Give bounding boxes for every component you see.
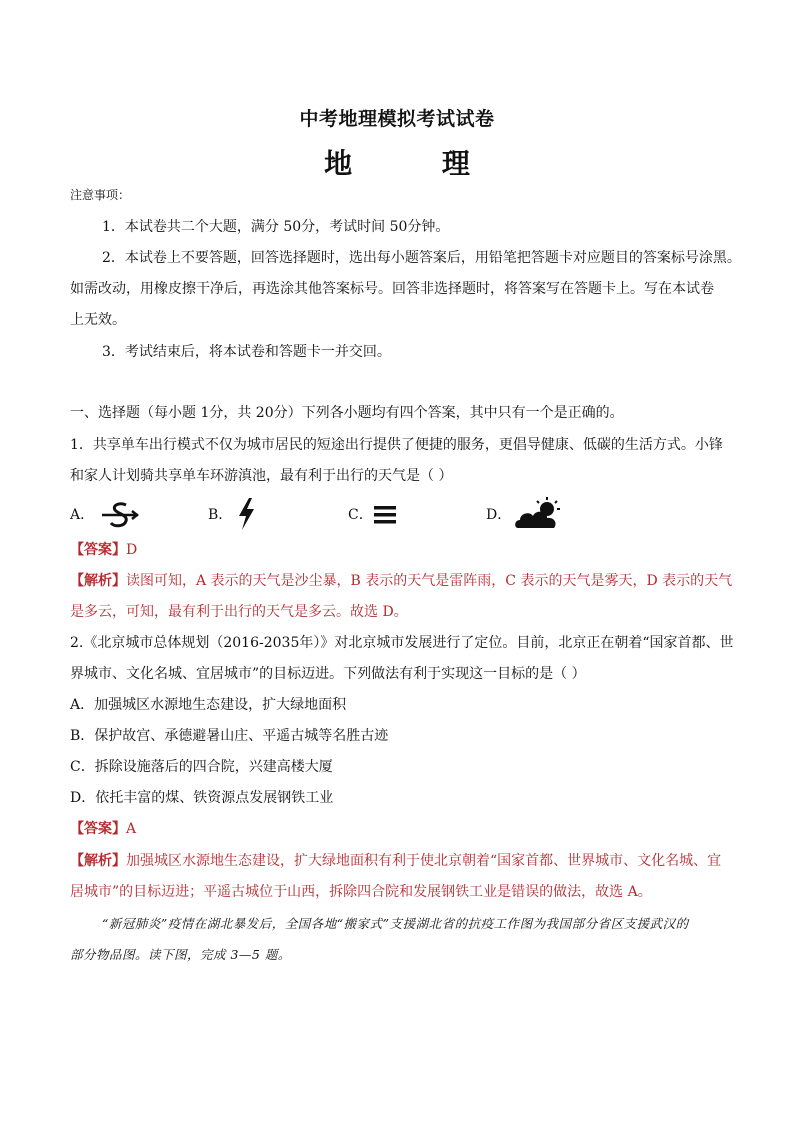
subject-title: 地 理	[324, 147, 510, 180]
sandstorm-icon	[100, 500, 140, 530]
q2-option-b: B．保护故宫、承德避暑山庄、平遥古城等名胜古迹	[70, 728, 389, 744]
q2-analysis-text-1: 加强城区水源地生态建设，扩大绿地面积有利于使北京朝着“国家首都、世界城市、文化名城、宜	[126, 853, 722, 869]
q1-analysis-text-1: 读图可知，A 表示的天气是沙尘暴，B 表示的天气是雷阵雨，C 表示的天气是雾天，D 表示的天气	[126, 573, 733, 589]
q1-option-d-label: D．	[486, 507, 512, 523]
q1-option-d	[486, 500, 511, 530]
q1-option-c-label: C．	[348, 507, 373, 523]
notice-item-2-line-1: 2．本试卷上不要答题，回答选择题时，选出每小题答案后，用铅笔把答题卡对应题目的答案标号涂黑。	[102, 250, 741, 266]
notice-item-2-line-3: 上无效。	[70, 312, 126, 328]
q2-answer-label: 【答案】	[70, 821, 126, 837]
q2-analysis-line-1	[70, 846, 726, 877]
notice-item-3: 3．考试结束后，将本试卷和答题卡一并交回。	[102, 344, 391, 360]
passage-line-1: “新冠肺炎”疫情在湖北暴发后，全国各地“搬家式”支援湖北省的抗疫工作图为我国部分省区支援武汉的	[102, 916, 689, 931]
q2-stem-line-1: 2.《北京城市总体规划（2016-2035年）》对北京城市发展进行了定位。目前，北京正在朝着“国家首都、世	[70, 635, 734, 651]
q1-option-b	[208, 500, 232, 530]
q2-answer-value: A	[126, 821, 137, 837]
q2-analysis-label: 【解析】	[70, 853, 126, 869]
q1-stem-line-1: 1．共享单车出行模式不仅为城市居民的短途出行提供了便捷的服务，更倡导健康、低碳的生活方式。小锋	[70, 437, 723, 453]
q2-analysis-line-2: 居城市”的目标迈进；平遥古城位于山西，拆除四合院和发展钢铁工业是错误的做法，故选 A。	[70, 884, 652, 900]
thunderstorm-icon	[234, 497, 258, 531]
q1-answer	[70, 535, 726, 566]
q2-stem-line-2: 界城市、文化名城、宜居城市”的目标迈进。下列做法有利于实现这一目标的是（ ）	[70, 666, 586, 682]
q1-option-b-label: B．	[208, 507, 233, 523]
q1-option-c	[348, 500, 373, 530]
q1-answer-value: D	[126, 542, 138, 558]
q1-stem-line-2: 和家人计划骑共享单车环游滇池，最有利于出行的天气是（ ）	[70, 468, 453, 484]
exam-title: 中考地理模拟考试试卷	[299, 108, 495, 130]
partly-cloudy-icon	[514, 496, 566, 530]
section-1-heading: 一、选择题（每小题 1分，共 20分）下列各小题均有四个答案，其中只有一个是正确的。	[70, 405, 624, 421]
notice-item-1: 1．本试卷共二个大题，满分 50分，考试时间 50分钟。	[102, 219, 450, 235]
q1-option-a	[70, 500, 94, 530]
q2-answer	[70, 814, 726, 845]
q1-option-a-label: A．	[70, 507, 95, 523]
q2-option-d: D．依托丰富的煤、铁资源点发展钢铁工业	[70, 790, 334, 806]
q1-analysis-line-2: 是多云，可知，最有利于出行的天气是多云。故选 D。	[70, 604, 408, 620]
q2-option-c: C．拆除设施落后的四合院，兴建高楼大厦	[70, 759, 333, 775]
q1-answer-label: 【答案】	[70, 542, 126, 558]
fog-icon	[372, 500, 398, 530]
q1-analysis-line-1	[70, 566, 733, 597]
notice-heading: 注意事项：	[70, 188, 131, 202]
passage-line-2: 部分物品图。读下图，完成 3—5 题。	[70, 947, 291, 962]
q1-analysis-label: 【解析】	[70, 573, 126, 589]
notice-item-2-line-2: 如需改动，用橡皮擦干净后，再选涂其他答案标号。回答非选择题时，将答案写在答题卡上。写在本试卷	[70, 281, 714, 297]
q2-option-a: A．加强城区水源地生态建设，扩大绿地面积	[70, 697, 347, 713]
